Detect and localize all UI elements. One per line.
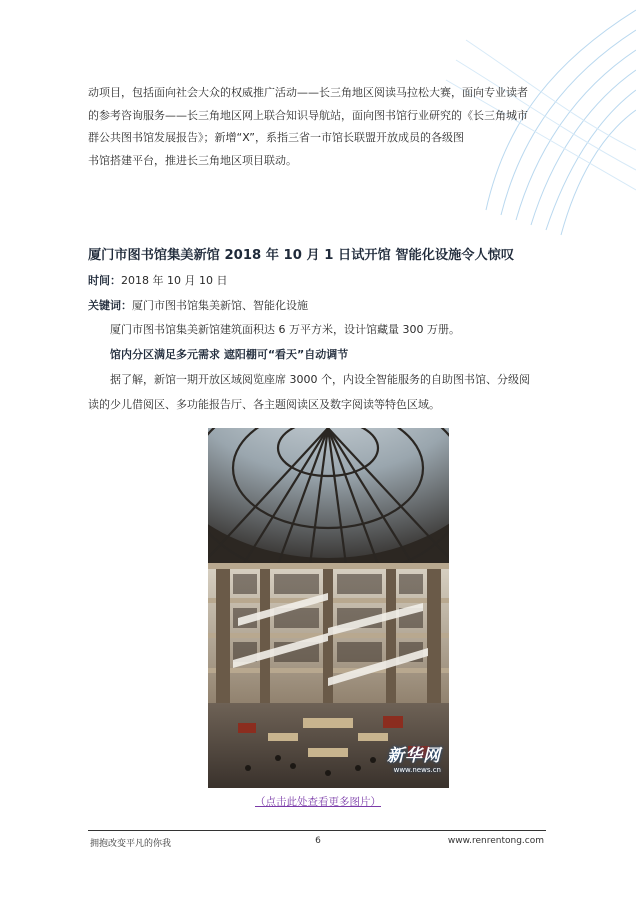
intro-line: 群公共图书馆发展报告》；新增“X”，系指三省一市馆长联盟开放成员的各级图 (88, 131, 464, 144)
atrium-illustration (208, 428, 449, 788)
intro-line: 书馆搭建平台，推进长三角地区项目联动。 (88, 153, 297, 167)
keywords-value: 厦门市图书馆集美新馆、智能化设施 (132, 299, 308, 312)
library-atrium-photo (208, 428, 449, 788)
footer-website: www.renrentong.com (447, 836, 544, 846)
article-title: 厦门市图书馆集美新馆 2018 年 10 月 1 日试开馆 智能化设施令人惊叹 (88, 248, 515, 263)
keywords-row (88, 293, 546, 318)
watermark-cn: 新华网 (387, 746, 441, 766)
article-paragraph-line: 据了解，新馆一期开放区域阅览座席 3000 个，内设全智能服务的自助图书馆、分级阅 (110, 373, 530, 386)
article-subheading: 馆内分区满足多元需求 遮阳棚可“看天”自动调节 (110, 348, 349, 361)
keywords-label: 关键词： (88, 299, 132, 312)
more-photos-link[interactable]: （点击此处查看更多图片） (255, 796, 381, 808)
article-paragraph: 厦门市图书馆集美新馆建筑面积达 6 万平方米，设计馆藏量 300 万册。 (110, 323, 460, 336)
footer-divider (88, 830, 546, 831)
time-value: 2018 年 10 月 10 日 (121, 274, 228, 287)
time-label: 时间： (88, 274, 121, 287)
page-number: 6 (315, 836, 321, 846)
watermark-en: www.news.cn (393, 766, 441, 774)
footer-slogan: 拥抱改变平凡的你我 (90, 839, 172, 849)
watermark-logo (387, 741, 441, 774)
article-body (88, 317, 546, 417)
intro-paragraph (88, 82, 546, 172)
time-row (88, 268, 546, 293)
article-paragraph-line: 读的少儿借阅区、多功能报告厅、各主题阅读区及数字阅读等特色区域。 (88, 398, 440, 411)
intro-line: 的参考咨询服务——长三角地区网上联合知识导航站，面向图书馆行业研究的《长三角城市 (88, 108, 528, 122)
article-meta (88, 268, 546, 318)
intro-line: 动项目，包括面向社会大众的权威推广活动——长三角地区阅读马拉松大赛，面向专业读者 (88, 86, 528, 99)
